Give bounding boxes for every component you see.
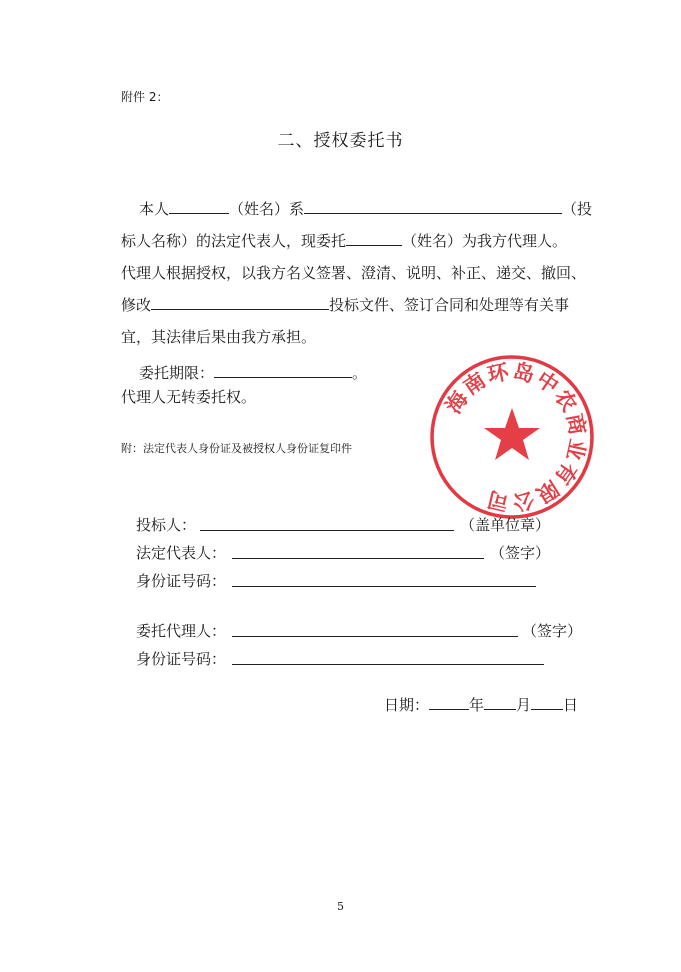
- legal-rep-label: 法定代表人：: [136, 544, 227, 562]
- no-delegation-text: 代理人无转委托权。: [121, 388, 257, 406]
- text-fragment: （姓名）为我方代理人。: [402, 232, 568, 250]
- id-blank-1[interactable]: [232, 572, 536, 587]
- legal-rep-note: （签字）: [490, 544, 551, 562]
- text-fragment: 标人名称）的法定代表人，现委托: [121, 232, 347, 250]
- month-label: 月: [516, 696, 532, 714]
- text-fragment: （投: [562, 200, 593, 218]
- document-title: 二、授权委托书: [277, 131, 404, 151]
- bidder-label: 投标人：: [136, 516, 197, 534]
- term-label: 委托期限：: [139, 364, 215, 382]
- bidder-name-blank[interactable]: [304, 199, 562, 214]
- company-seal-stamp: [427, 352, 597, 522]
- id-label-2: 身份证号码：: [136, 650, 227, 668]
- paragraph-line-4: [121, 294, 569, 316]
- text-fragment: 修改: [121, 296, 152, 314]
- project-blank[interactable]: [151, 295, 329, 310]
- paragraph-line-2: [121, 230, 567, 252]
- date-row: [384, 694, 578, 715]
- date-label: 日期：: [384, 696, 430, 714]
- page-number: 5: [337, 900, 344, 913]
- paragraph-line-1: [139, 198, 592, 220]
- attachment-label: 附件 2：: [121, 90, 169, 104]
- day-label: 日: [563, 696, 579, 714]
- id-label-1: 身份证号码：: [136, 572, 227, 590]
- bidder-row: [136, 514, 196, 535]
- paragraph-line-5: 宜，其法律后果由我方承担。: [121, 328, 317, 346]
- month-blank[interactable]: [484, 695, 516, 710]
- term-line: [139, 362, 367, 384]
- text-fragment: 本人: [139, 200, 170, 218]
- agent-name-blank[interactable]: [346, 231, 402, 246]
- id-blank-2[interactable]: [232, 650, 544, 665]
- bidder-blank[interactable]: [200, 516, 454, 531]
- term-end: 。: [352, 364, 368, 382]
- year-label: 年: [469, 696, 485, 714]
- legal-rep-blank[interactable]: [232, 544, 484, 559]
- agent-label: 委托代理人：: [136, 622, 227, 640]
- seal-text: 海南环岛中农商业有限公司: [441, 359, 590, 515]
- bidder-note: （盖单位章）: [460, 516, 551, 534]
- attachment-note: 附：法定代表人身份证及被授权人身份证复印件: [121, 442, 352, 455]
- text-fragment: 投标文件、签订合同和处理等有关事: [329, 296, 570, 314]
- day-blank[interactable]: [531, 695, 563, 710]
- name-blank[interactable]: [169, 199, 229, 214]
- year-blank[interactable]: [429, 695, 469, 710]
- agent-blank[interactable]: [232, 622, 518, 637]
- text-fragment: （姓名）系: [229, 200, 305, 218]
- term-blank[interactable]: [214, 363, 352, 378]
- paragraph-line-3: 代理人根据授权，以我方名义签署、澄清、说明、补正、递交、撤回、: [121, 264, 587, 282]
- agent-note: （签字）: [522, 622, 583, 640]
- seal-star-icon: [484, 408, 540, 460]
